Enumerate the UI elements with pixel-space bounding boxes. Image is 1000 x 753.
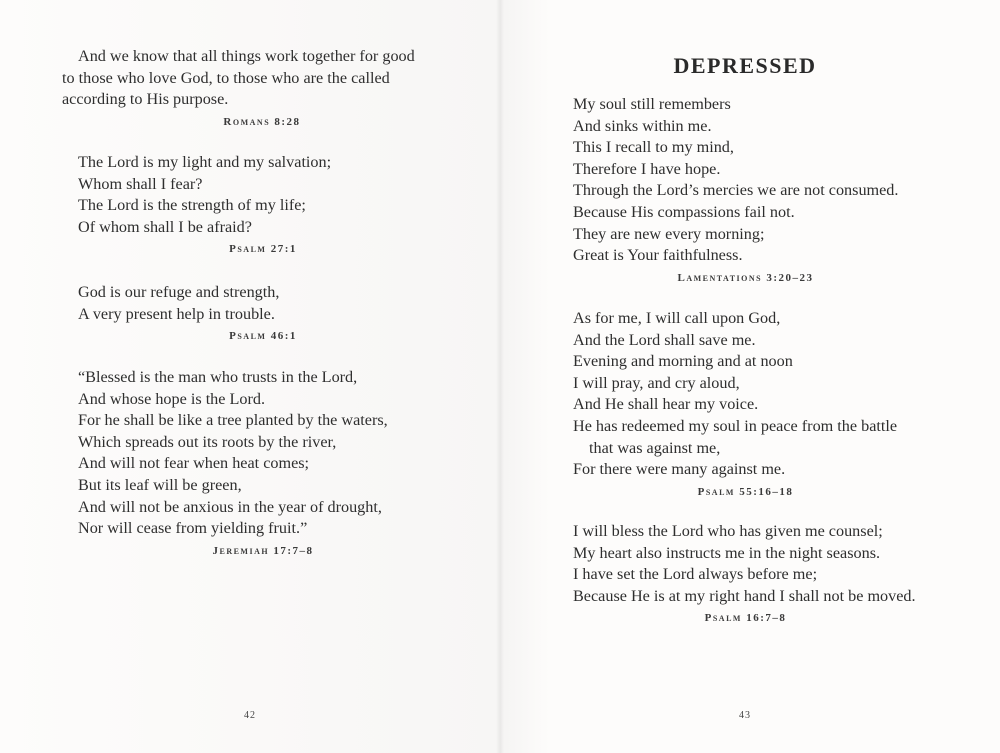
verse-line: A very present help in trouble. <box>78 304 275 323</box>
scripture-reference: Romans 8:28 <box>223 115 301 128</box>
verse-line: I will bless the Lord who has given me counsel; <box>573 522 883 540</box>
verse-line: Because He is at my right hand I shall not be moved. <box>573 586 916 605</box>
verse-line: “Blessed is the man who trusts in the Lord, <box>78 368 358 386</box>
verse-line: As for me, I will call upon God, <box>573 309 781 327</box>
scripture-reference: Psalm 46:1 <box>229 330 297 343</box>
verse-line: And He shall hear my voice. <box>573 395 759 414</box>
verse-line: And sinks within me. <box>573 116 712 135</box>
passage-psalm-27 <box>78 152 448 257</box>
verse-line: He has redeemed my soul in peace from the battle <box>573 416 898 435</box>
verse-line: I have set the Lord always before me; <box>573 565 818 584</box>
passage-lamentations <box>573 94 953 286</box>
scripture-reference: Lamentations 3:20–23 <box>677 271 814 284</box>
verse-line: And we know that all things work together for good <box>78 47 415 65</box>
verse-line: And the Lord shall save me. <box>573 330 756 349</box>
verse-line: But its leaf will be green, <box>78 475 242 494</box>
page-number: 43 <box>739 710 751 721</box>
verse-line: Therefore I have hope. <box>573 159 721 178</box>
verse-line: The Lord is the strength of my life; <box>78 196 306 215</box>
verse-line: Nor will cease from yielding fruit.” <box>78 519 308 538</box>
verse-line: Because His compassions fail not. <box>573 202 795 221</box>
verse-line: And will not fear when heat comes; <box>78 454 310 473</box>
verse-line: Of whom shall I be afraid? <box>78 217 252 236</box>
scripture-reference: Psalm 27:1 <box>229 243 297 256</box>
verse-line: God is our refuge and strength, <box>78 283 280 301</box>
scripture-reference: Psalm 16:7–8 <box>704 612 787 625</box>
verse-line: according to His purpose. <box>62 90 229 109</box>
scripture-reference: Psalm 55:16–18 <box>697 485 794 498</box>
verse-line: Which spreads out its roots by the river, <box>78 432 337 451</box>
verse-line: Through the Lord’s mercies we are not consumed. <box>573 181 899 200</box>
verse-line: to those who love God, to those who are the called <box>62 68 390 87</box>
verse-line: And will not be anxious in the year of drought, <box>78 497 382 516</box>
verse-line: For there were many against me. <box>573 460 786 479</box>
verse-line: This I recall to my mind, <box>573 138 734 157</box>
page-number: 42 <box>244 710 256 721</box>
verse-line: My soul still remembers <box>573 95 731 113</box>
verse-line: Evening and morning and at noon <box>573 352 793 371</box>
passage-psalm-55 <box>573 308 953 500</box>
verse-line: Great is Your faithfulness. <box>573 246 743 265</box>
verse-line: They are new every morning; <box>573 224 765 243</box>
verse-line: And whose hope is the Lord. <box>78 389 266 408</box>
passage-psalm-16 <box>573 521 953 626</box>
verse-line: that was against me, <box>589 438 721 457</box>
scripture-reference: Jeremiah 17:7–8 <box>212 544 314 557</box>
book-gutter <box>496 0 504 753</box>
passage-romans <box>62 46 462 130</box>
passage-jeremiah <box>78 367 448 559</box>
section-title: DEPRESSED <box>673 53 817 78</box>
verse-line: The Lord is my light and my salvation; <box>78 153 332 171</box>
verse-line: For he shall be like a tree planted by the waters, <box>78 411 388 430</box>
verse-line: My heart also instructs me in the night seasons. <box>573 543 881 562</box>
verse-line: I will pray, and cry aloud, <box>573 373 740 392</box>
verse-line: Whom shall I fear? <box>78 174 203 193</box>
passage-psalm-46 <box>78 282 448 344</box>
